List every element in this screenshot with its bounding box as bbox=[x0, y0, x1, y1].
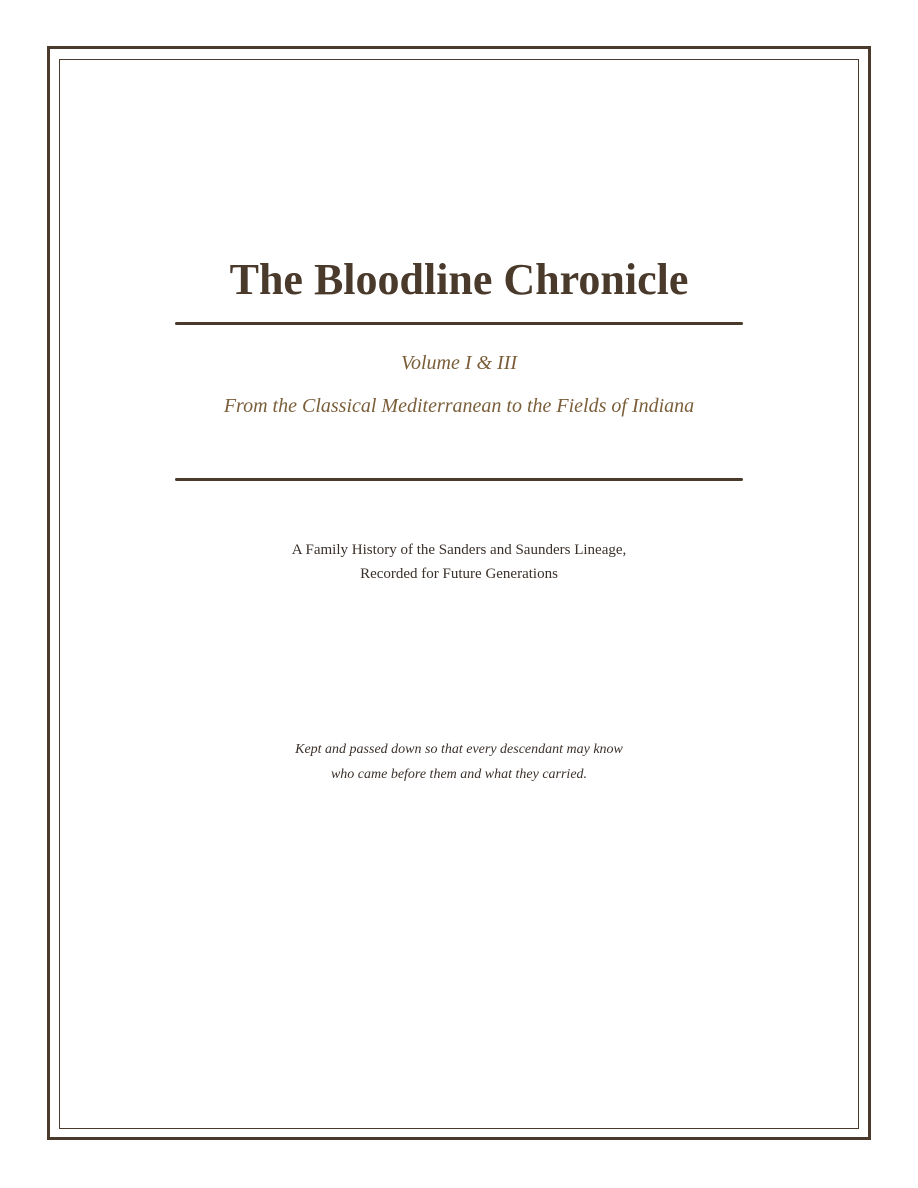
book-description bbox=[0, 538, 918, 586]
page-border-inner bbox=[59, 59, 859, 1129]
description-line: A Family History of the Sanders and Saunders Lineage, bbox=[291, 542, 627, 558]
title-rule-top bbox=[175, 322, 743, 325]
volume-label: Volume I & III bbox=[400, 352, 518, 374]
dedication-line: Kept and passed down so that every descendant may know bbox=[295, 742, 623, 757]
dedication-line: who came before them and what they carried. bbox=[330, 767, 588, 782]
description-line: Recorded for Future Generations bbox=[360, 566, 558, 582]
dedication bbox=[0, 737, 918, 787]
book-subtitle: From the Classical Mediterranean to the Fields of Indiana bbox=[223, 395, 695, 417]
title-rule-bottom bbox=[175, 478, 743, 481]
book-title: The Bloodline Chronicle bbox=[229, 255, 689, 304]
